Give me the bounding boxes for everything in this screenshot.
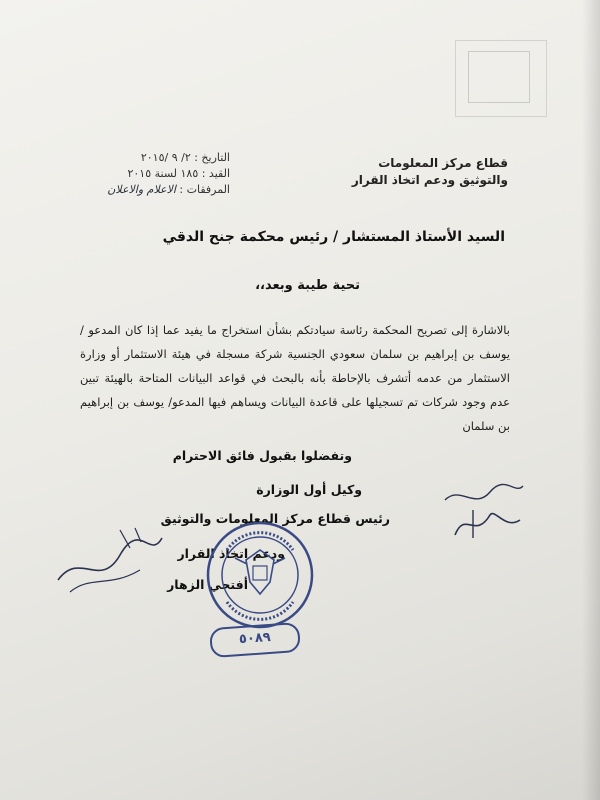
reference-block xyxy=(80,150,230,198)
incoming-number-stamp: ٥٠٨٩ xyxy=(209,622,301,658)
letter-body: بالاشارة إلى تصريح المحكمة رئاسة سيادتكم بشأن استخراج ما يفيد عما إذا كان المدعو /يوسف بن إبراهيم بن سلمان سعودي الجنسية شركة مسجلة في هيئة الاستثمار أو وزارة الاستثمار من عدمه أتشرف بالإحاطة بأنه بالبحث في قواعد البيانات المتاحة بالهيئة تبين عدم وجود شركات تم تسجيلها على قاعدة البيانات ويساهم فيها المدعو/ يوسف بن إبراهيم بن سلمان xyxy=(80,323,510,433)
page-shadow xyxy=(582,0,600,800)
date-field: التاريخ : ٢/ ٩ /٢٠١٥ xyxy=(140,151,230,164)
handwritten-signature-left xyxy=(50,520,170,600)
registration-field: القيد : ١٨٥ لسنة ٢٠١٥ xyxy=(127,167,230,180)
addressee: السيد الأستاذ المستشار / رئيس محكمة جنح الدقي xyxy=(162,229,505,245)
attachments-field xyxy=(80,182,230,198)
signatory-name: أفتحي الزهار xyxy=(167,577,248,592)
signature-title-2: رئيس قطاع مركز المعلومات والتوثيق xyxy=(160,511,390,526)
attachments-label: المرفقات : xyxy=(179,183,230,196)
sector-line-1: قطاع مركز المعلومات xyxy=(378,156,508,170)
closing: وتفضلوا بقبول فائق الاحترام xyxy=(172,448,352,463)
sector-header xyxy=(308,155,508,189)
official-seal xyxy=(205,520,315,630)
signature-title-3: ودعم اتخاذ القرار xyxy=(177,546,285,561)
handwritten-signature-right xyxy=(435,480,530,545)
attachments-handwritten: الاعلام والاعلان xyxy=(107,183,176,196)
greeting: تحية طيبة وبعد،، xyxy=(255,278,360,293)
signature-title-1: وكيل أول الوزارة xyxy=(256,482,362,497)
sector-line-2: والتوثيق ودعم اتخاذ القرار xyxy=(351,173,508,187)
faded-stamp-top xyxy=(455,40,547,117)
